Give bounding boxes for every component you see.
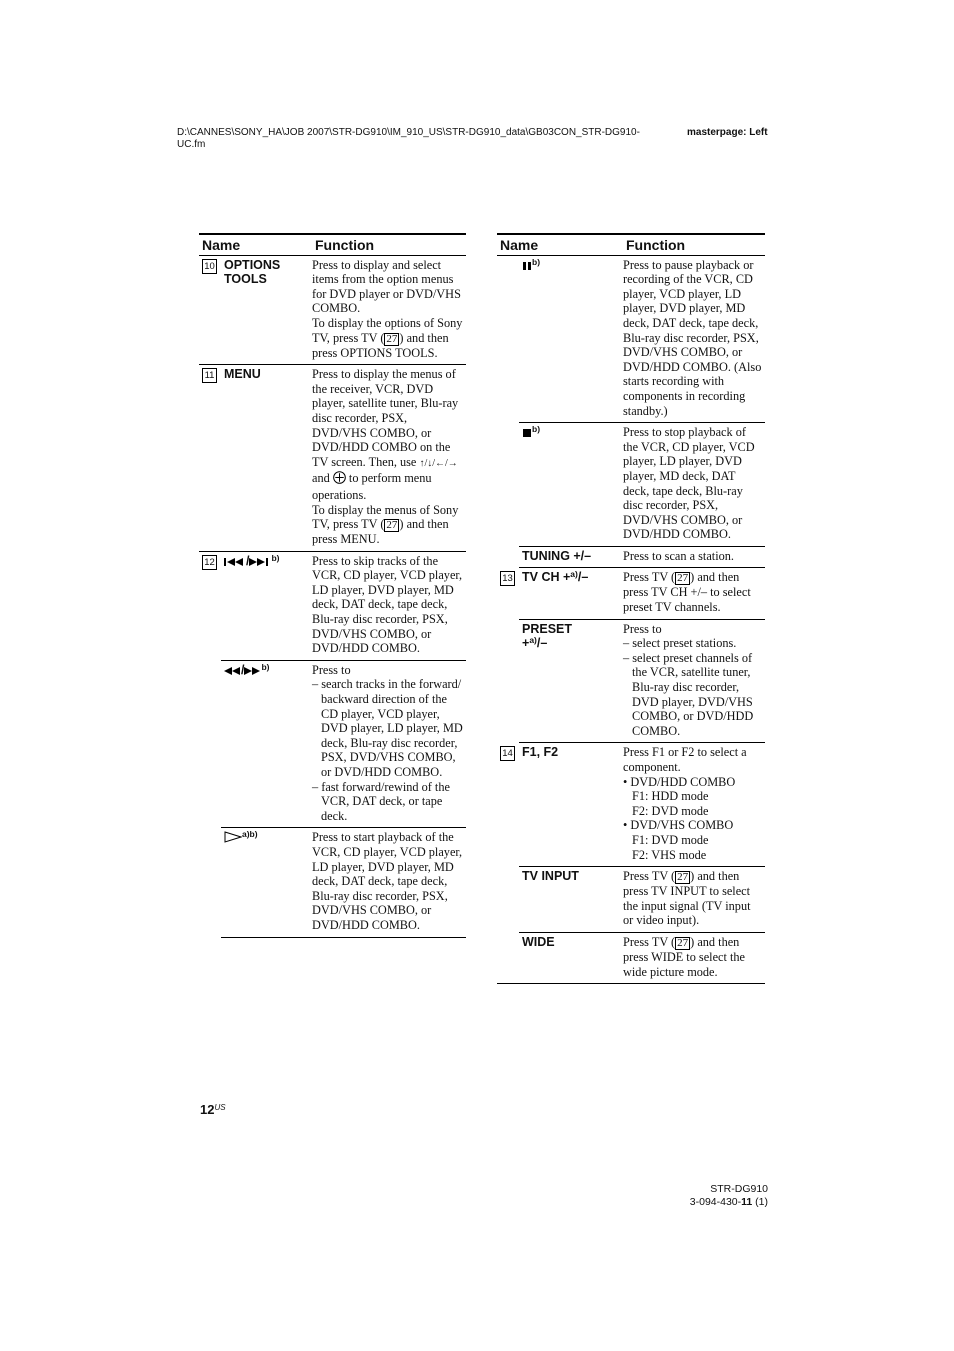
masterpage-label: masterpage: Left	[687, 127, 768, 138]
left-remote-buttons-table	[199, 233, 466, 938]
function-text: and	[312, 471, 333, 486]
footer-model-info	[668, 1183, 768, 1208]
table-row-tv-input	[497, 867, 765, 933]
table-row-preset	[497, 619, 765, 743]
footnote-marker: a)	[570, 569, 578, 580]
table-row-tuning	[497, 546, 765, 568]
rewind-icon	[224, 665, 241, 680]
function-text: Press to	[312, 662, 351, 677]
function-text: Press to scan a station.	[620, 546, 765, 568]
button-name-wide: WIDE	[519, 932, 620, 983]
table-row-menu	[199, 365, 466, 552]
reference-number: 27	[677, 572, 689, 585]
button-name-options: OPTIONS	[224, 257, 281, 272]
function-sub-item: F1: DVD mode	[632, 832, 709, 847]
item-number: 10	[202, 259, 217, 274]
footnote-marker: b)	[261, 661, 270, 672]
stop-icon	[522, 427, 532, 442]
function-text: Press TV (	[623, 934, 676, 949]
item-number: 13	[500, 571, 515, 586]
document-code-part: (1)	[752, 1195, 768, 1208]
table-row-stop	[497, 423, 765, 547]
item-number: 12	[202, 555, 217, 570]
function-sub-item: F2: DVD mode	[632, 803, 709, 818]
table-row-tv-ch	[497, 568, 765, 619]
button-name-menu: MENU	[221, 365, 309, 552]
button-name-tv-input: TV INPUT	[519, 867, 620, 933]
name-column-header: Name	[497, 234, 620, 255]
page-number-suffix: US	[214, 1103, 226, 1112]
function-text: Press to display the menus of the receiver, VCR, DVD player, satellite tuner, Blu-ray disc recorder, PSX, DVD/VHS COMBO, or DVD/HDD COMBO on the TV screen. Then, use	[312, 367, 459, 469]
function-text: ) and then press OPTIONS TOOLS.	[312, 330, 449, 360]
function-list-item: – select preset channels of the VCR, satellite tuner, Blu-ray disc recorder, DVD player, DVD/VHS COMBO, or DVD/HDD COMBO.	[623, 650, 754, 738]
function-text: To display the menus of Sony TV, press TV (	[312, 502, 459, 532]
function-text: Press to skip tracks of the VCR, CD player, VCD player, LD player, DVD player, MD deck, DAT deck, tape deck, Blu-ray disc recorder, PSX, DVD/VHS COMBO, or DVD/HDD COMBO.	[309, 551, 466, 660]
function-text: Press TV (	[623, 570, 676, 585]
button-name-suffix: /–	[536, 636, 548, 651]
function-bullet: • DVD/HDD COMBO	[623, 774, 736, 789]
table-row-search: / $^{b)}$ Press to – search tracks in the forward/ backward direction of the CD player, VCD player, DVD player, LD player, MD deck, Blu-ray disc recorder, PSX, DVD/VHS COMBO, or DVD/HDD COMBO. – fast forward/rewind of the VCR, DAT deck, or tape deck.	[199, 660, 466, 828]
function-list-item: – select preset stations.	[623, 636, 737, 651]
page-number-value: 12	[200, 1102, 215, 1117]
document-code-part: 11	[741, 1195, 753, 1208]
button-name-suffix: +	[522, 636, 530, 651]
function-bullet: • DVD/VHS COMBO	[623, 818, 734, 833]
function-sub-item: F1: HDD mode	[632, 789, 709, 804]
function-text: ) and then press TV CH +/– to select preset TV channels.	[623, 570, 751, 615]
function-text: Press TV (	[623, 869, 676, 884]
button-name-tuning: TUNING +/–	[519, 546, 620, 568]
document-code-part: 3-094-430-	[689, 1195, 742, 1208]
item-number: 14	[500, 746, 515, 761]
function-text: Press to start playback of the VCR, CD player, VCD player, LD player, DVD player, MD deck, DAT deck, tape deck, Blu-ray disc recorder, PSX, DVD/VHS COMBO, or DVD/HDD COMBO.	[309, 828, 466, 937]
button-name-tools: TOOLS	[224, 272, 267, 287]
function-list-item: – search tracks in the forward/ backward direction of the CD player, VCD player, DVD player, LD player, MD deck, Blu-ray disc recorder, PSX, DVD/VHS COMBO, or DVD/HDD COMBO.	[312, 677, 463, 779]
footnote-marker: a)b)	[242, 829, 258, 840]
function-text: ) and then press MENU.	[312, 517, 449, 547]
function-text: ) and then press WIDE to select the wide picture mode.	[623, 934, 746, 979]
previous-track-icon	[224, 556, 246, 571]
document-code	[668, 1196, 768, 1209]
enter-circle-plus-icon	[333, 471, 346, 488]
reference-number: 27	[677, 936, 689, 949]
model-number: STR-DG910	[710, 1183, 768, 1195]
page-number	[200, 1102, 226, 1117]
footnote-marker: b)	[271, 552, 280, 563]
function-text: to perform menu operations.	[312, 471, 432, 502]
table-row-wide	[497, 932, 765, 983]
footnote-marker: a)	[529, 635, 537, 646]
button-name-preset: PRESET	[522, 621, 573, 636]
function-text: Press F1 or F2 to select a component.	[623, 745, 747, 774]
reference-number: 27	[386, 332, 398, 345]
next-track-icon	[249, 556, 271, 571]
file-path-header: D:\CANNES\SONY_HA\JOB 2007\STR-DG910\IM_910_US\STR-DG910_data\GB03CON_STR-DG910-UC.fm	[177, 127, 640, 150]
table-row-f1-f2	[497, 743, 765, 867]
reference-number: 27	[386, 519, 398, 532]
function-text: ) and then press TV INPUT to select the input signal (TV input or video input).	[623, 869, 751, 928]
table-row-options-tools	[199, 255, 466, 365]
table-row-pause	[497, 255, 765, 423]
function-text: Press to display and select items from the option menus for DVD player or DVD/VHS COMBO.	[312, 257, 461, 316]
pause-icon	[522, 260, 532, 275]
function-text: To display the options of Sony TV, press TV (	[312, 315, 463, 345]
footnote-marker: b)	[532, 424, 541, 435]
table-row-play	[199, 828, 466, 937]
button-name-suffix: /–	[577, 570, 589, 585]
arrow-keys-icon: ↑/↓/←/→	[419, 457, 458, 469]
play-icon	[224, 831, 242, 847]
function-text: Press to	[623, 621, 662, 636]
button-name-f1-f2: F1, F2	[519, 743, 620, 867]
reference-number: 27	[677, 871, 689, 884]
item-number: 11	[202, 368, 217, 383]
name-column-header: Name	[199, 234, 309, 255]
function-text: Press to stop playback of the VCR, CD player, VCD player, LD player, DVD player, MD deck, DAT deck, tape deck, Blu-ray disc recorder, PSX, DVD/VHS COMBO, or DVD/HDD COMBO.	[620, 423, 765, 547]
function-list-item: – fast forward/rewind of the VCR, DAT deck, or tape deck.	[312, 779, 450, 823]
function-text: Press to pause playback or recording of the VCR, CD player, VCD player, LD player, DVD player, MD deck, DAT deck, tape deck, Blu-ray disc recorder, PSX, DVD/VHS COMBO, or DVD/HDD COMBO. (Also starts recording with components in recording standby.)	[620, 255, 765, 423]
function-column-header: Function	[620, 234, 765, 255]
function-column-header: Function	[309, 234, 466, 255]
function-sub-item: F2: VHS mode	[632, 847, 707, 862]
right-remote-buttons-table	[497, 233, 765, 984]
table-row-skip: 12 / $^{b)}$ Press to skip tracks of the VCR, CD player, VCD player, LD player, DVD player, MD deck, DAT deck, tape deck, Blu-ray disc recorder, PSX, DVD/VHS COMBO, or DVD/HDD COMBO.	[199, 551, 466, 660]
button-name-tv-ch: TV CH +	[522, 570, 571, 585]
fast-forward-icon	[244, 665, 261, 680]
footnote-marker: b)	[532, 256, 541, 267]
